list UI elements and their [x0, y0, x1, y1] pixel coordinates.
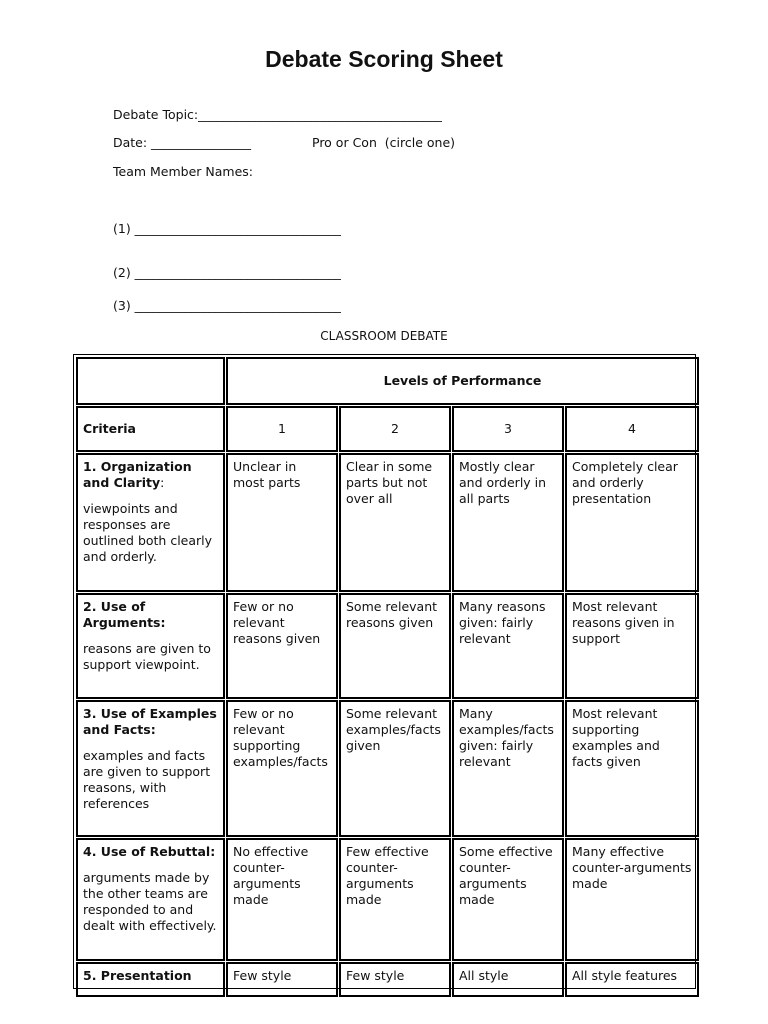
- table-caption: CLASSROOM DEBATE: [320, 329, 448, 343]
- rubric-cell: Few effective counter-arguments made: [339, 838, 451, 961]
- rubric-cell: Unclear in most parts: [226, 453, 338, 592]
- levels-of-performance-header: Levels of Performance: [226, 357, 699, 405]
- criterion-title-suffix: :: [160, 475, 165, 490]
- criterion-presentation: 5. Presentation: [76, 962, 225, 997]
- rubric-cell: Mostly clear and orderly in all parts: [452, 453, 564, 592]
- debate-topic-field: Debate Topic:_______________________________________: [113, 107, 442, 122]
- team-member-1-line: (1) _________________________________: [113, 221, 341, 236]
- criterion-title: 4. Use of Rebuttal:: [83, 844, 216, 859]
- criterion-use-of-rebuttal: [76, 838, 225, 961]
- team-members-label: Team Member Names:: [113, 164, 254, 179]
- rubric-cell: Few style: [339, 962, 451, 997]
- level-header-2: 2: [339, 406, 451, 452]
- rubric-cell: Completely clear and orderly presentation: [565, 453, 699, 592]
- criterion-examples-facts: [76, 700, 225, 837]
- rubric-cell: Some relevant examples/facts given: [339, 700, 451, 837]
- rubric-cell: Most relevant supporting examples and facts given: [565, 700, 699, 837]
- criterion-use-of-arguments: [76, 593, 225, 699]
- team-member-3-line: (3) _________________________________: [113, 298, 341, 313]
- rubric-cell: No effective counter-arguments made: [226, 838, 338, 961]
- rubric-cell: All style features: [565, 962, 699, 997]
- criterion-description: reasons are given to support viewpoint.: [83, 641, 211, 672]
- date-field: Date: ________________: [113, 135, 252, 150]
- rubric-cell: Clear in some parts but not over all: [339, 453, 451, 592]
- rubric-cell: Few style: [226, 962, 338, 997]
- criterion-title: 1. Organization and Clarity: [83, 459, 192, 490]
- level-header-4: 4: [565, 406, 699, 452]
- level-header-1: 1: [226, 406, 338, 452]
- criterion-description: arguments made by the other teams are responded to and dealt with effectively.: [83, 870, 217, 933]
- criterion-title: 3. Use of Examples and Facts:: [83, 706, 217, 737]
- rubric-cell: All style: [452, 962, 564, 997]
- level-header-3: 3: [452, 406, 564, 452]
- page-title: Debate Scoring Sheet: [265, 46, 503, 72]
- rubric-cell: Many examples/facts given: fairly relevant: [452, 700, 564, 837]
- empty-corner-cell: [76, 357, 225, 405]
- rubric-cell: Most relevant reasons given in support: [565, 593, 699, 699]
- rubric-cell: Few or no relevant reasons given: [226, 593, 338, 699]
- criterion-description: examples and facts are given to support reasons, with references: [83, 748, 211, 811]
- criterion-title: 2. Use of Arguments:: [83, 599, 166, 630]
- criterion-organization-clarity: [76, 453, 225, 592]
- criterion-description: viewpoints and responses are outlined both clearly and orderly.: [83, 501, 213, 564]
- pro-con-field: Pro or Con (circle one): [312, 135, 456, 150]
- rubric-cell: Many reasons given: fairly relevant: [452, 593, 564, 699]
- rubric-cell: Many effective counter-arguments made: [565, 838, 699, 961]
- rubric-cell: Some relevant reasons given: [339, 593, 451, 699]
- rubric-cell: Some effective counter-arguments made: [452, 838, 564, 961]
- rubric-cell: Few or no relevant supporting examples/facts: [226, 700, 338, 837]
- criteria-header: Criteria: [76, 406, 225, 452]
- team-member-2-line: (2) _________________________________: [113, 265, 341, 280]
- scoring-rubric-table: [73, 354, 696, 989]
